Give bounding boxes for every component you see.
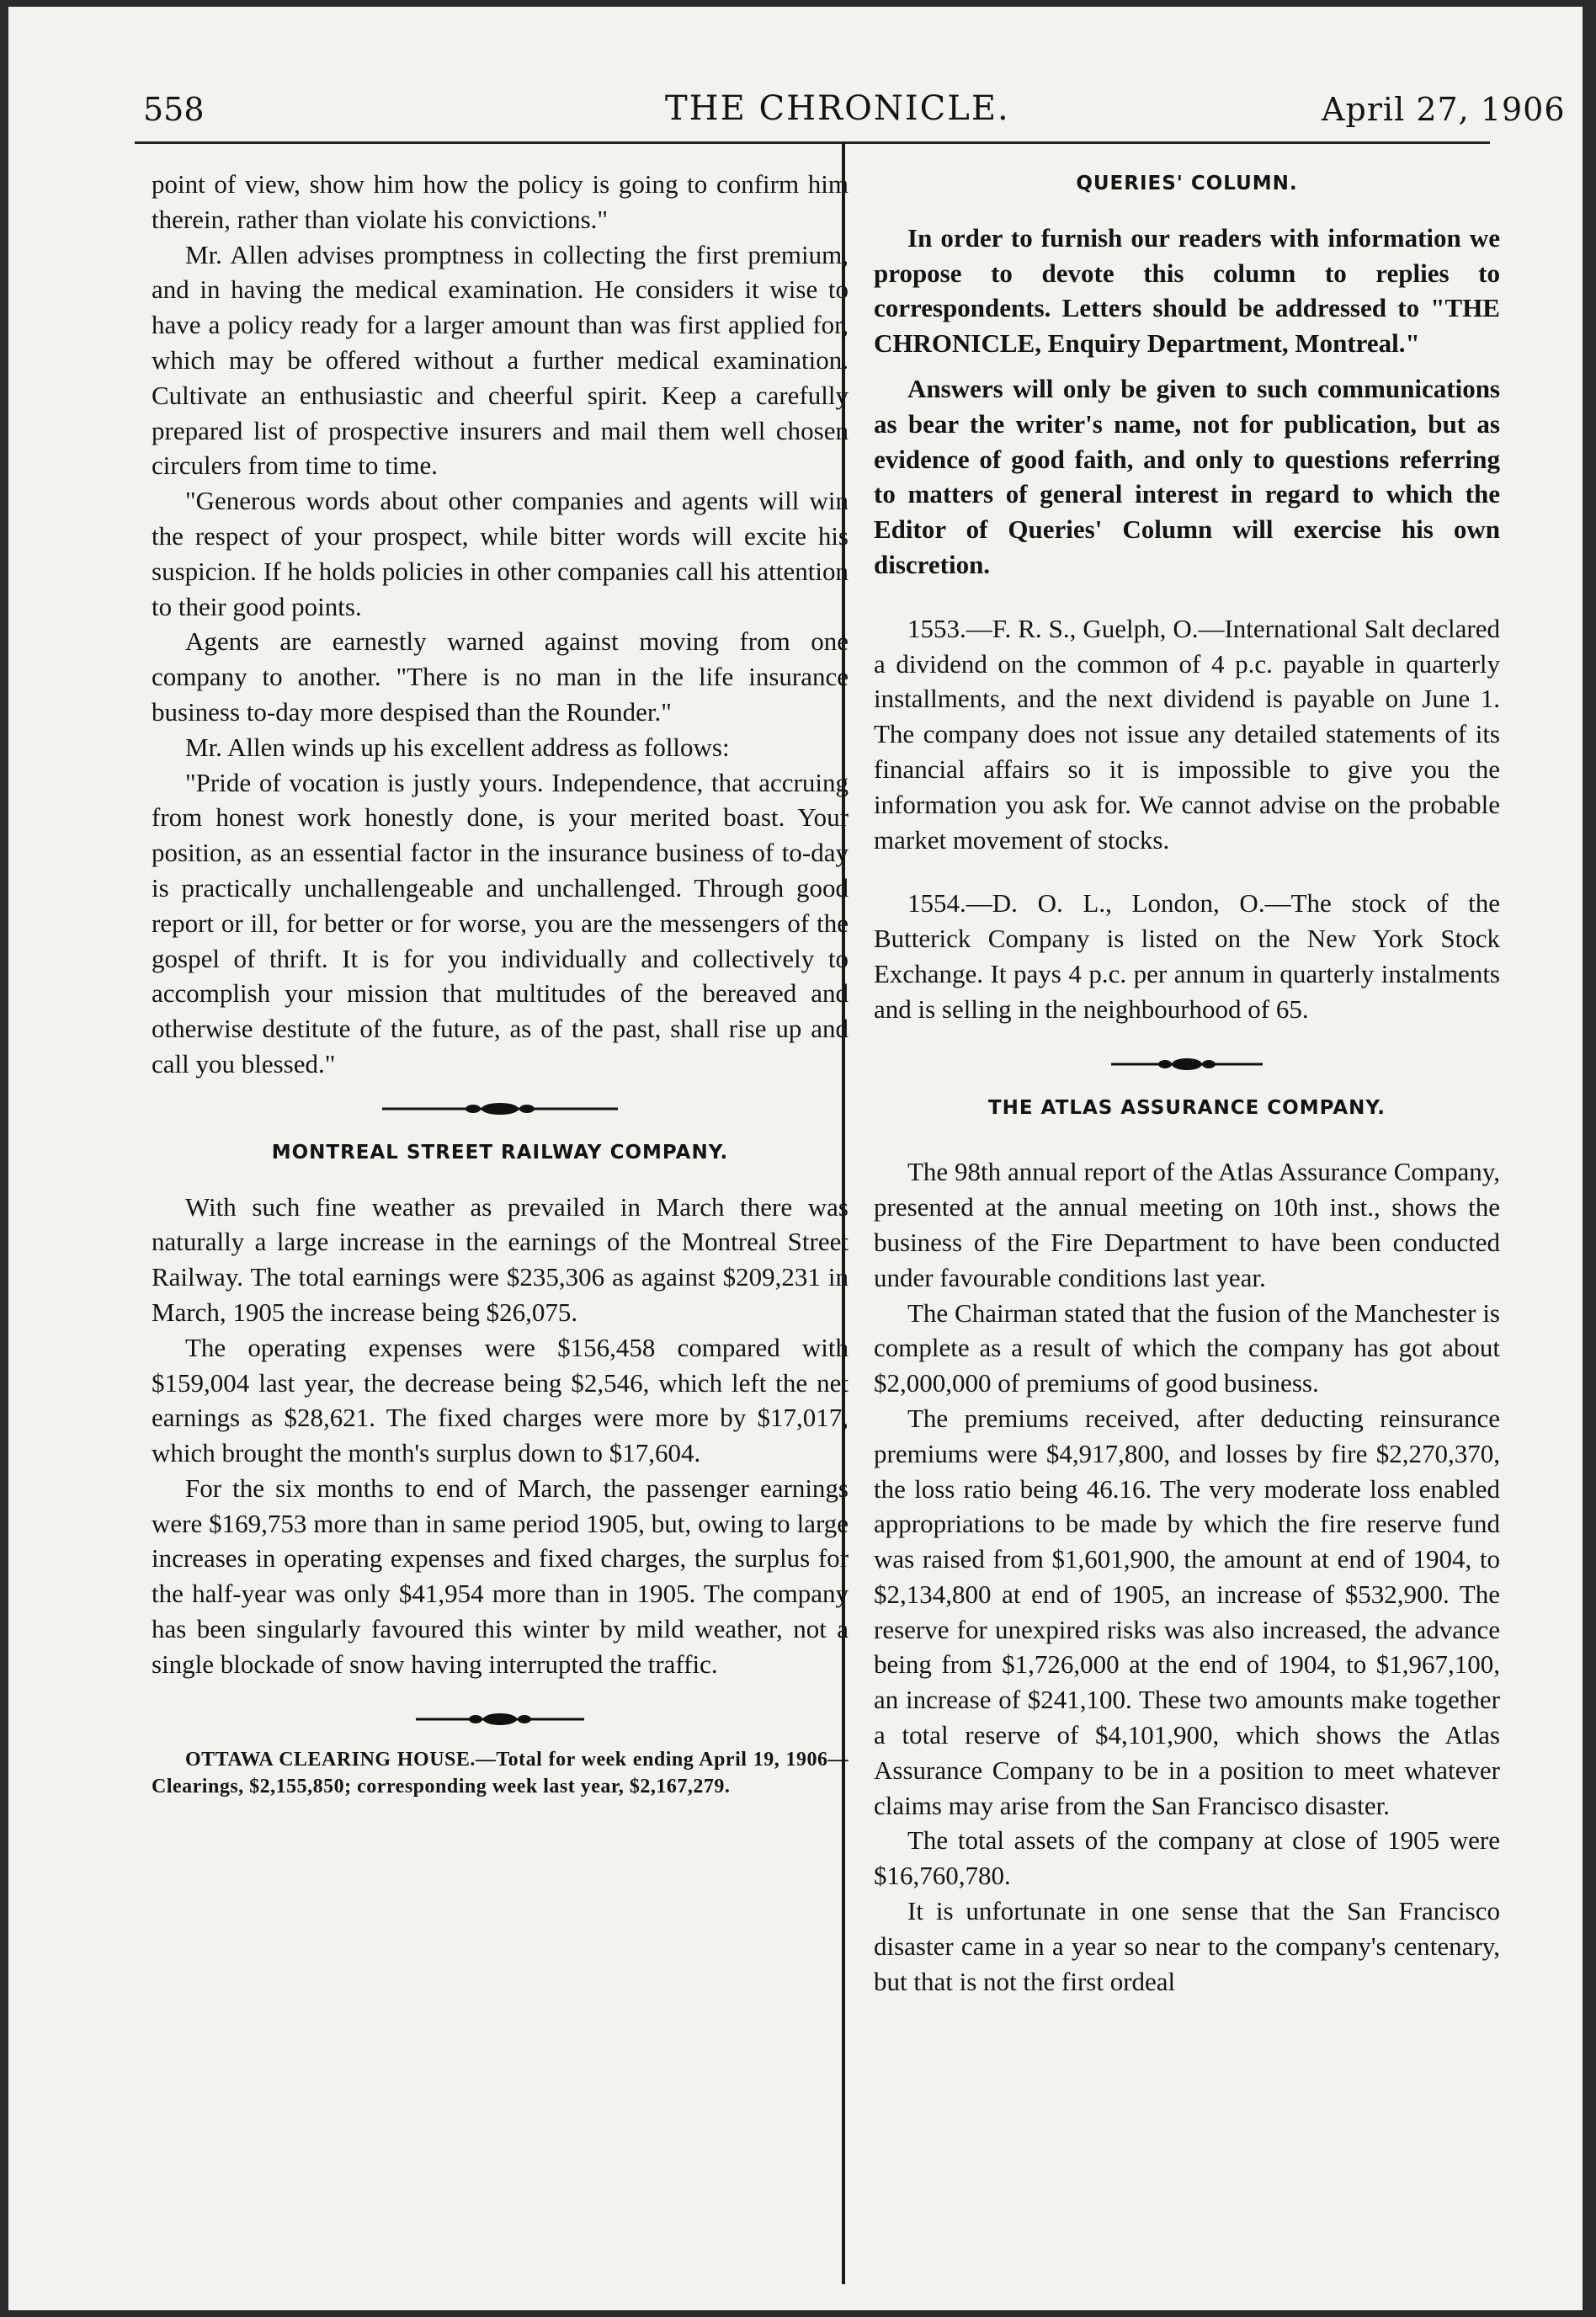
queries-intro: Answers will only be given to such communications as bear the writer's name, not for publication, but as evidence of good faith, and only to questions referring to matters of general interest in regard to which the Editor of Queries' Column will exercise his own discretion. [874, 373, 1500, 579]
page-header [8, 83, 1583, 141]
newspaper-page [8, 7, 1583, 2310]
railway-paragraph: For the six months to end of March, the passenger earnings were $169,753 more than in same period 1905, but, owing to large increases in operating expenses and fixed charges, the surplus for the half-year was only $41,954 more than in 1905. The company has been singularly favoured this winter by mild weather, not a single blockade of snow having interrupted the traffic. [152, 1473, 849, 1679]
query-answer: 1554.—D. O. L., London, O.—The stock of the Butterick Company is listed on the New York Stock Exchange. It pays 4 p.c. per annum in quarterly instalments and is selling in the neighbourhood of 65. [874, 888, 1500, 1024]
page-number: 558 [143, 91, 205, 128]
atlas-paragraph: The premiums received, after deducting reinsurance premiums were $4,917,800, and losses by fire $2,270,370, the loss ratio being 46.16. The very moderate loss enabled appropriations to be made by which the fire reserve fund was raised from $1,601,900, the amount at end of 1904, to $2,134,800 at end of 1905, an increase of $532,900. The reserve for unexpired risks was also increased, the advance being from $1,726,000 at the end of 1904, to $1,967,100, an increase of $241,100. These two amounts make together a total reserve of $4,101,900, which shows the Atlas Assurance Company to be in a position to meet whatever claims may arise from the San Francisco disaster. [874, 1403, 1500, 1820]
allen-paragraph: Mr. Allen winds up his excellent address as follows: [185, 732, 730, 762]
section-divider-ornament [1111, 1056, 1263, 1073]
atlas-paragraph: The 98th annual report of the Atlas Assurance Company, presented at the annual meeting on 10th inst., shows the business of the Fire Department to have been conducted under favourable conditions last year. [874, 1157, 1500, 1292]
queries-intro: In order to furnish our readers with information we propose to devote this column to replies to correspondents. Letters should be addressed to "THE CHRONICLE, Enquiry Department, Montreal." [874, 222, 1500, 359]
clearing-house-note: OTTAWA CLEARING HOUSE.—Total for week ending April 19, 1906—Clearings, $2,155,850; corresponding week last year, $2,167,279. [152, 1748, 849, 1798]
atlas-paragraph: It is unfortunate in one sense that the San Francisco disaster came in a year so near to the company's centenary, but that is not the first ordeal [874, 1896, 1500, 1996]
railway-paragraph: With such fine weather as prevailed in March there was naturally a large increase in the earnings of the Montreal Street Railway. The total earnings were $235,306 as against $209,231 in March, 1905 the increase being $26,075. [152, 1191, 849, 1327]
allen-paragraph: Mr. Allen advises promptness in collecting the first premium, and in having the medical examination. He considers it wise to have a policy ready for a larger amount than was first applied for, which may be offered without a further medical examination. Cultivate an enthusiastic and cheerful spirit. Keep a carefully prepared list of prospective insurers and mail them well chosen circulers from time to time. [152, 239, 849, 481]
section-divider-ornament [416, 1711, 584, 1728]
issue-date: April 27, 1906 [1322, 91, 1566, 128]
header-rule [135, 141, 1490, 144]
atlas-heading: THE ATLAS ASSURANCE COMPANY. [987, 1096, 1386, 1119]
masthead-title: THE CHRONICLE. [665, 89, 1010, 128]
allen-paragraph: Agents are earnestly warned against moving from one company to another. "There is no man in the life insurance business to-day more despised than the Rounder." [152, 626, 849, 727]
queries-heading: QUERIES' COLUMN. [1076, 173, 1298, 194]
right-column [874, 167, 1500, 1999]
query-answer: 1553.—F. R. S., Guelph, O.—International Salt declared a dividend on the common of 4 p.c. payable in quarterly installments, and the next dividend is payable on June 1. The company does not issue any detailed statements of its financial affairs so it is impossible to give you the information you ask for. We cannot advise on the probable market movement of stocks. [874, 613, 1500, 855]
railway-heading: MONTREAL STREET RAILWAY COMPANY. [271, 1141, 729, 1164]
allen-paragraph: "Pride of vocation is justly yours. Independence, that accruing from honest work honestly done, is your merited boast. Your position, as an essential factor in the insurance business of to-day is practically unchallengeable and unchallenged. Through good report or ill, for better or for worse, you are the messengers of the gospel of thrift. It is for you individually and collectively to accomplish your mission that multitudes of the bereaved and otherwise destitute of the future, as of the past, shall rise up and call you blessed." [152, 767, 849, 1079]
allen-paragraph: "Generous words about other companies and agents will win the respect of your prospect, while bitter words will excite his suspicion. If he holds policies in other companies call his attention to their good points. [152, 486, 849, 621]
atlas-paragraph: The Chairman stated that the fusion of the Manchester is complete as a result of which the company has got about $2,000,000 of premiums of good business. [874, 1297, 1500, 1398]
allen-paragraph: point of view, show him how the policy is going to confirm him therein, rather than violate his convictions." [152, 169, 849, 234]
section-divider-ornament [382, 1100, 618, 1117]
left-column [152, 167, 849, 1800]
railway-paragraph: The operating expenses were $156,458 compared with $159,004 last year, the decrease being $2,546, which left the net earnings as $28,621. The fixed charges were more by $17,017, which brought the month's surplus down to $17,604. [152, 1332, 849, 1468]
atlas-paragraph: The total assets of the company at close of 1905 were $16,760,780. [874, 1825, 1500, 1891]
